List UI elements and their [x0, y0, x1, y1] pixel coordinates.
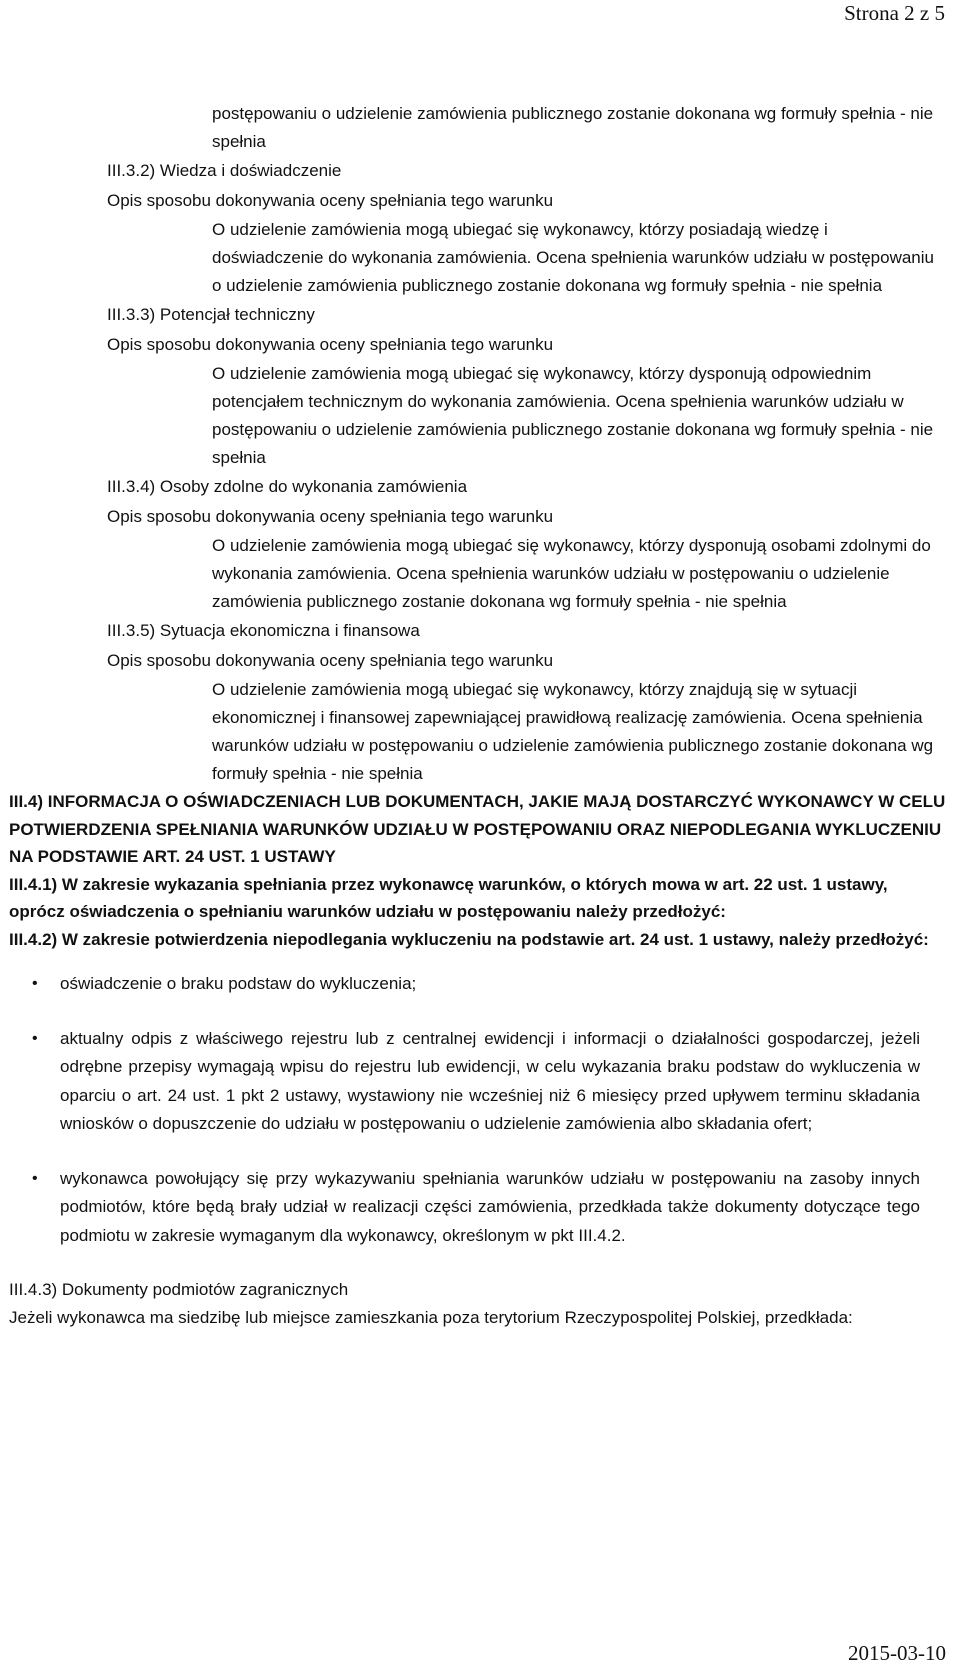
continued-paragraph: postępowaniu o udzielenie zamówienia publicznego zostanie dokonana wg formuły spełnia - nie spełnia [212, 104, 934, 151]
section-title: III.3.5) Sytuacja ekonomiczna i finansowa [107, 621, 420, 640]
assessment-text: O udzielenie zamówienia mogą ubiegać się wykonawcy, którzy posiadają wiedzę i doświadczenie do wykonania zamówienia. Ocena spełnienia warunków udziału w postępowaniu o udzielenie zamówienia publicznego zostanie dokonana wg formuły spełnia - nie spełnia [212, 220, 934, 295]
assessment-text: O udzielenie zamówienia mogą ubiegać się wykonawcy, którzy dysponują osobami zdolnymi do wykonania zamówienia. Ocena spełnienia warunków udziału w postępowaniu o udzielenie zamówienia publicznego zostanie dokonana wg formuły spełnia - nie spełnia [212, 536, 931, 611]
subsection-heading: III.4.1) W zakresie wykazania spełniania przez wykonawcę warunków, o których mowa w art. 22 ust. 1 ustawy, oprócz oświadczenia o spełnianiu warunków udziału w postępowaniu należy przedłożyć: [9, 874, 888, 921]
section-iii-3-5 [0, 616, 960, 788]
section-iii-3-2 [0, 156, 960, 300]
list-item-text: wykonawca powołujący się przy wykazywaniu spełniania warunków udziału w postępowaniu na zasoby innych podmiotów, które będą brały udział w realizacji części zamówienia, przedkłada także dokumenty dotyczące tego podmiotu w zakresie wymaganym dla wykonawcy, określonym w pkt III.4.2. [60, 1168, 920, 1245]
section-iii-3-3 [0, 300, 960, 472]
list-item-text: oświadczenie o braku podstaw do wykluczenia; [60, 974, 417, 993]
list-item [32, 970, 920, 999]
bullet-icon: • [32, 1169, 38, 1187]
required-documents-list [0, 970, 960, 1250]
section-title: III.3.3) Potencjał techniczny [107, 305, 315, 324]
bullet-icon: • [32, 975, 38, 992]
section-iii-4 [0, 788, 960, 1332]
assessment-heading: Opis sposobu dokonywania oceny spełniania tego warunku [107, 191, 554, 210]
section-title: III.3.4) Osoby zdolne do wykonania zamówienia [107, 477, 468, 496]
assessment-text: O udzielenie zamówienia mogą ubiegać się wykonawcy, którzy dysponują odpowiednim potencjałem technicznym do wykonania zamówienia. Ocena spełnienia warunków udziału w postępowaniu o udzielenie zamówienia publicznego zostanie dokonana wg formuły spełnia - nie spełnia [212, 364, 934, 467]
page-number: Strona 2 z 5 [844, 1, 945, 25]
footer-date: 2015-03-10 [848, 1641, 946, 1665]
document-body [0, 100, 960, 1332]
assessment-text: O udzielenie zamówienia mogą ubiegać się wykonawcy, którzy znajdują się w sytuacji ekonomicznej i finansowej zapewniającej prawidłową realizację zamówienia. Ocena spełnienia warunków udziału w postępowaniu o udzielenie zamówienia publicznego zostanie dokonana wg formuły spełnia - nie spełnia [212, 680, 934, 783]
section-heading: III.4) INFORMACJA O OŚWIADCZENIACH LUB DOKUMENTACH, JAKIE MAJĄ DOSTARCZYĆ WYKONAWCY W CELU POTWIERDZENIA SPEŁNIANIA WARUNKÓW UDZIAŁU W POSTĘPOWANIU ORAZ NIEPODLEGANIA WYKLUCZENIU NA PODSTAWIE ART. 24 UST. 1 USTAWY [9, 792, 946, 866]
assessment-heading: Opis sposobu dokonywania oceny spełniania tego warunku [107, 335, 554, 354]
paragraph: Jeżeli wykonawca ma siedzibę lub miejsce zamieszkania poza terytorium Rzeczypospolitej Polskiej, przedkłada: [9, 1308, 853, 1327]
subsection-heading: III.4.2) W zakresie potwierdzenia niepodlegania wykluczeniu na podstawie art. 24 ust. 1 ustawy, należy przedłożyć: [9, 929, 929, 949]
subsection-title: III.4.3) Dokumenty podmiotów zagranicznych [9, 1280, 349, 1299]
list-item-text: aktualny odpis z właściwego rejestru lub z centralnej ewidencji i informacji o działalności gospodarczej, jeżeli odrębne przepisy wymagają wpisu do rejestru lub ewidencji, w celu wykazania braku podstaw do wykluczenia w oparciu o art. 24 ust. 1 pkt 2 ustawy, wystawiony nie wcześniej niż 6 miesięcy przed upływem terminu składania wniosków o dopuszczenie do udziału w postępowaniu o udzielenie zamówienia albo składania ofert; [60, 1028, 920, 1133]
assessment-heading: Opis sposobu dokonywania oceny spełniania tego warunku [107, 507, 554, 526]
section-title: III.3.2) Wiedza i doświadczenie [107, 161, 342, 180]
assessment-heading: Opis sposobu dokonywania oceny spełniania tego warunku [107, 651, 554, 670]
section-iii-3-4 [0, 472, 960, 616]
list-item [32, 1165, 920, 1251]
bullet-icon: • [32, 1029, 38, 1047]
list-item [32, 1025, 920, 1139]
